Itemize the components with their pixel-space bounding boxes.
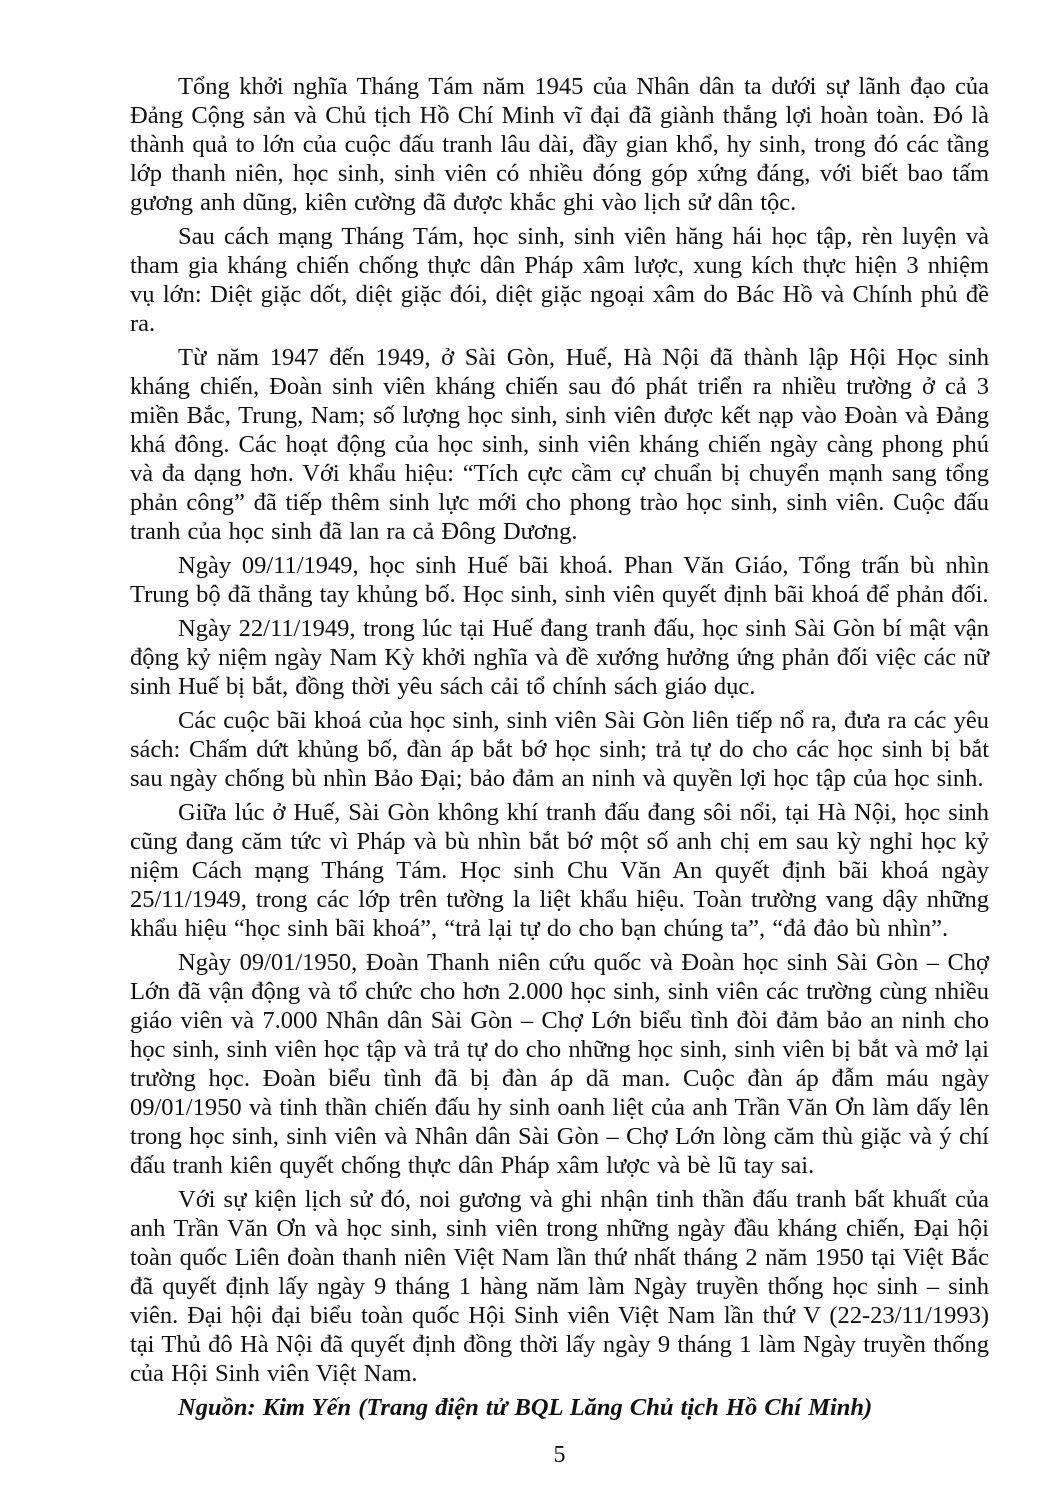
paragraph: Giữa lúc ở Huế, Sài Gòn không khí tranh đấu đang sôi nổi, tại Hà Nội, học sinh cũng đang căm tức vì Pháp và bù nhìn bắt bớ một số anh chị em sau kỳ nghỉ học kỷ niệm Cách mạng Tháng Tám. Học sinh Chu Văn An quyết định bãi khoá ngày 25/11/1949, trong các lớp trên tường la liệt khẩu hiệu. Toàn trường vang dậy những khẩu hiệu “học sinh bãi khoá”, “trả lại tự do cho bạn chúng ta”, “đả đảo bù nhìn”. [130, 799, 989, 942]
paragraph: Từ năm 1947 đến 1949, ở Sài Gòn, Huế, Hà Nội đã thành lập Hội Học sinh kháng chiến, Đoàn sinh viên kháng chiến sau đó phát triển ra nhiều trường ở cả 3 miền Bắc, Trung, Nam; số lượng học sinh, sinh viên được kết nạp vào Đoàn và Đảng khá đông. Các hoạt động của học sinh, sinh viên kháng chiến ngày càng phong phú và đa dạng hơn. Với khẩu hiệu: “Tích cực cầm cự chuẩn bị chuyển mạnh sang tổng phản công” đã tiếp thêm sinh lực mới cho phong trào học sinh, sinh viên. Cuộc đấu tranh của học sinh đã lan ra cả Đông Dương. [130, 344, 989, 545]
paragraph: Với sự kiện lịch sử đó, noi gương và ghi nhận tinh thần đấu tranh bất khuất của anh Trần Văn Ơn và học sinh, sinh viên trong những ngày đầu kháng chiến, Đại hội toàn quốc Liên đoàn thanh niên Việt Nam lần thứ nhất tháng 2 năm 1950 tại Việt Bắc đã quyết định lấy ngày 9 tháng 1 hàng năm làm Ngày truyền thống học sinh – sinh viên. Đại hội đại biểu toàn quốc Hội Sinh viên Việt Nam lần thứ V (22-23/11/1993) tại Thủ đô Hà Nội đã quyết định đồng thời lấy ngày 9 tháng 1 làm Ngày truyền thống của Hội Sinh viên Việt Nam. [130, 1186, 989, 1387]
paragraph: Tổng khởi nghĩa Tháng Tám năm 1945 của Nhân dân ta dưới sự lãnh đạo của Đảng Cộng sản và Chủ tịch Hồ Chí Minh vĩ đại đã giành thắng lợi hoàn toàn. Đó là thành quả to lớn của cuộc đấu tranh lâu dài, đầy gian khổ, hy sinh, trong đó các tầng lớp thanh niên, học sinh, sinh viên có nhiều đóng góp xứng đáng, với biết bao tấm gương anh dũng, kiên cường đã được khắc ghi vào lịch sử dân tộc. [130, 73, 989, 216]
source-attribution: Nguồn: Kim Yến (Trang điện tử BQL Lăng Chủ tịch Hồ Chí Minh) [178, 1394, 873, 1421]
page-number: 5 [553, 1442, 566, 1468]
paragraph: Ngày 09/11/1949, học sinh Huế bãi khoá. Phan Văn Giáo, Tổng trấn bù nhìn Trung bộ đã thẳng tay khủng bố. Học sinh, sinh viên quyết định bãi khoá để phản đối. [130, 552, 989, 608]
paragraph: Ngày 09/01/1950, Đoàn Thanh niên cứu quốc và Đoàn học sinh Sài Gòn – Chợ Lớn đã vận động và tổ chức cho hơn 2.000 học sinh, sinh viên các trường cùng nhiều giáo viên và 7.000 Nhân dân Sài Gòn – Chợ Lớn biểu tình đòi đảm bảo an ninh cho học sinh, sinh viên học tập và trả tự do cho những học sinh, sinh viên bị bắt và mở lại trường học. Đoàn biểu tình đã bị đàn áp dã man. Cuộc đàn áp đẫm máu ngày 09/01/1950 và tinh thần chiến đấu hy sinh oanh liệt của anh Trần Văn Ơn làm dấy lên trong học sinh, sinh viên và Nhân dân Sài Gòn – Chợ Lớn lòng căm thù giặc và ý chí đấu tranh kiên quyết chống thực dân Pháp xâm lược và bè lũ tay sai. [130, 949, 989, 1179]
document-body [130, 72, 989, 1422]
paragraph: Các cuộc bãi khoá của học sinh, sinh viên Sài Gòn liên tiếp nổ ra, đưa ra các yêu sách: Chấm dứt khủng bố, đàn áp bắt bớ học sinh; trả tự do cho các học sinh bị bắt sau ngày chống bù nhìn Bảo Đại; bảo đảm an ninh và quyền lợi học tập của học sinh. [130, 707, 989, 792]
paragraph: Sau cách mạng Tháng Tám, học sinh, sinh viên hăng hái học tập, rèn luyện và tham gia kháng chiến chống thực dân Pháp xâm lược, xung kích thực hiện 3 nhiệm vụ lớn: Diệt giặc dốt, diệt giặc đói, diệt giặc ngoại xâm do Bác Hồ và Chính phủ đề ra. [130, 223, 989, 337]
paragraph: Ngày 22/11/1949, trong lúc tại Huế đang tranh đấu, học sinh Sài Gòn bí mật vận động kỷ niệm ngày Nam Kỳ khởi nghĩa và đề xướng hưởng ứng phản đối việc các nữ sinh Huế bị bắt, đồng thời yêu sách cải tổ chính sách giáo dục. [130, 615, 989, 700]
